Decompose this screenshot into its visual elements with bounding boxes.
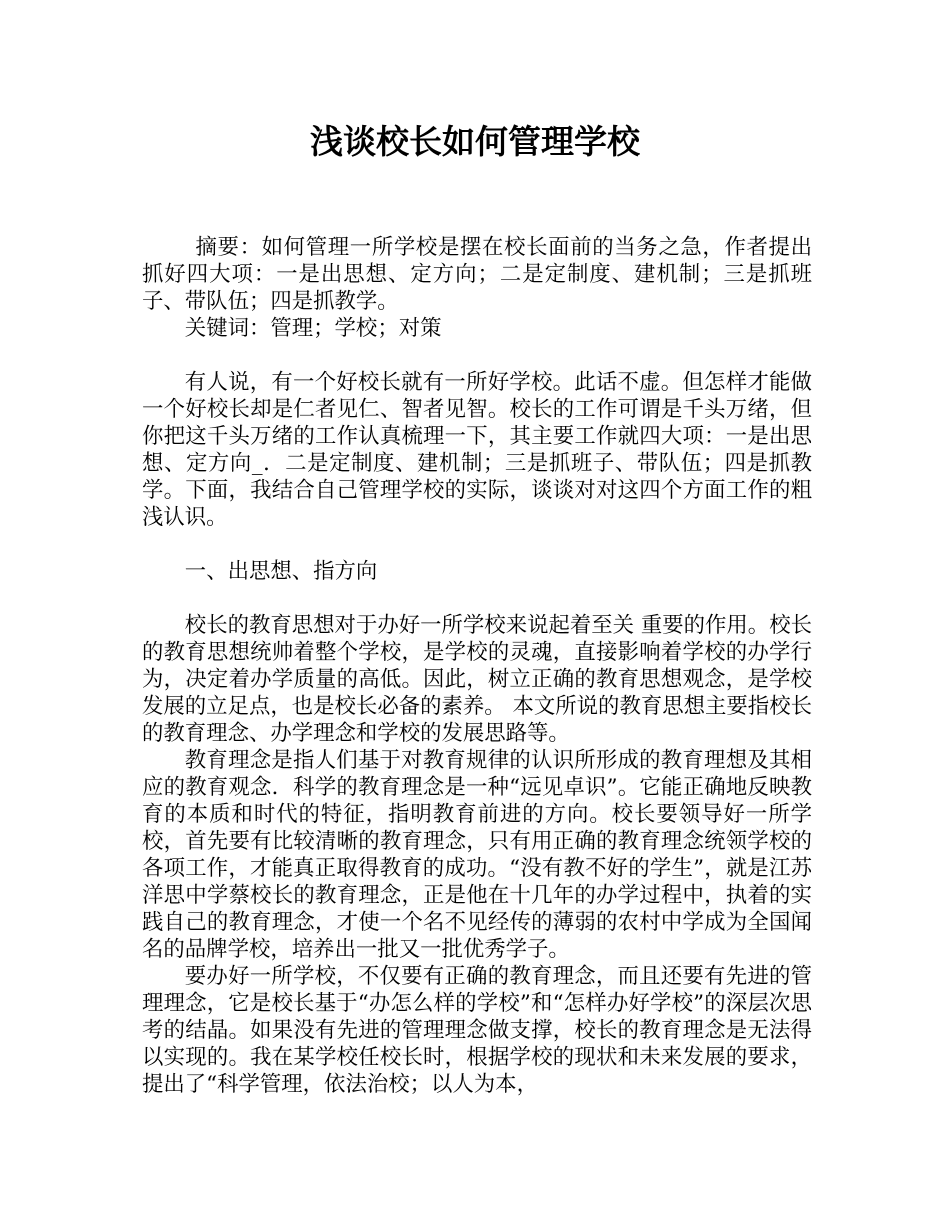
- section-paragraph-3: 要办好一所学校，不仅要有正确的教育理念，而且还要有先进的管理理念，它是校长基于“办怎么样的学校”和“怎样办好学校”的深层次思考的结晶。如果没有先进的管理理念做支撑，校长的教育理念是无法得以实现的。我在某学校任校长时，根据学校的现状和未来发展的要求，提出了“科学管理，依法治校；以人为本，: [142, 964, 812, 1097]
- intro-paragraph: 有人说，有一个好校长就有一所好学校。此话不虚。但怎样才能做一个好校长却是仁者见仁、智者见智。校长的工作可谓是千头万绪，但你把这千头万绪的工作认真梳理一下，其主要工作就四大项：一是出思想、定方向_．二是定制度、建机制；三是抓班子、带队伍；四是抓教学。下面，我结合自己管理学校的实际，谈谈对对这四个方面工作的粗浅认识。: [142, 370, 812, 530]
- section-paragraph-2: 教育理念是指人们基于对教育规律的认识所形成的教育理想及其相应的教育观念．科学的教育理念是一种“远见卓识”。它能正确地反映教育的本质和时代的特征，指明教育前进的方向。校长要领导好一所学校，首先要有比较清晰的教育理念，只有用正确的教育理念统领学校的各项工作，才能真正取得教育的成功。“没有教不好的学生”，就是江苏洋思中学蔡校长的教育理念，正是他在十几年的办学过程中，执着的实践自己的教育理念，才使一个名不见经传的薄弱的农村中学成为全国闻名的品牌学校，培养出一批又一批优秀学子。: [142, 748, 812, 962]
- spacer: [142, 531, 812, 558]
- spacer: [142, 585, 812, 612]
- keywords-line: 关键词：管理；学校；对策: [184, 316, 442, 341]
- document-body: [142, 234, 812, 1098]
- section-heading: 一、出思想、指方向: [184, 559, 378, 584]
- section-paragraph-1: 校长的教育思想对于办好一所学校来说起着至关 重要的作用。校长的教育思想统帅着整个学校，是学校的灵魂，直接影响着学校的办学行为，决定着办学质量的高低。因此，树立正确的教育思想观念，是学校发展的立足点，也是校长必备的素养。 本文所说的教育思想主要指校长的教育理念、办学理念和学校的发展思路等。: [142, 613, 812, 746]
- abstract-paragraph: 摘要：如何管理一所学校是摆在校长面前的当务之急，作者提出抓好四大项：一是出思想、定方向；二是定制度、建机制；三是抓班子、带队伍；四是抓教学。: [142, 235, 812, 314]
- spacer: [142, 342, 812, 369]
- document-title: 浅谈校长如何管理学校: [310, 122, 640, 161]
